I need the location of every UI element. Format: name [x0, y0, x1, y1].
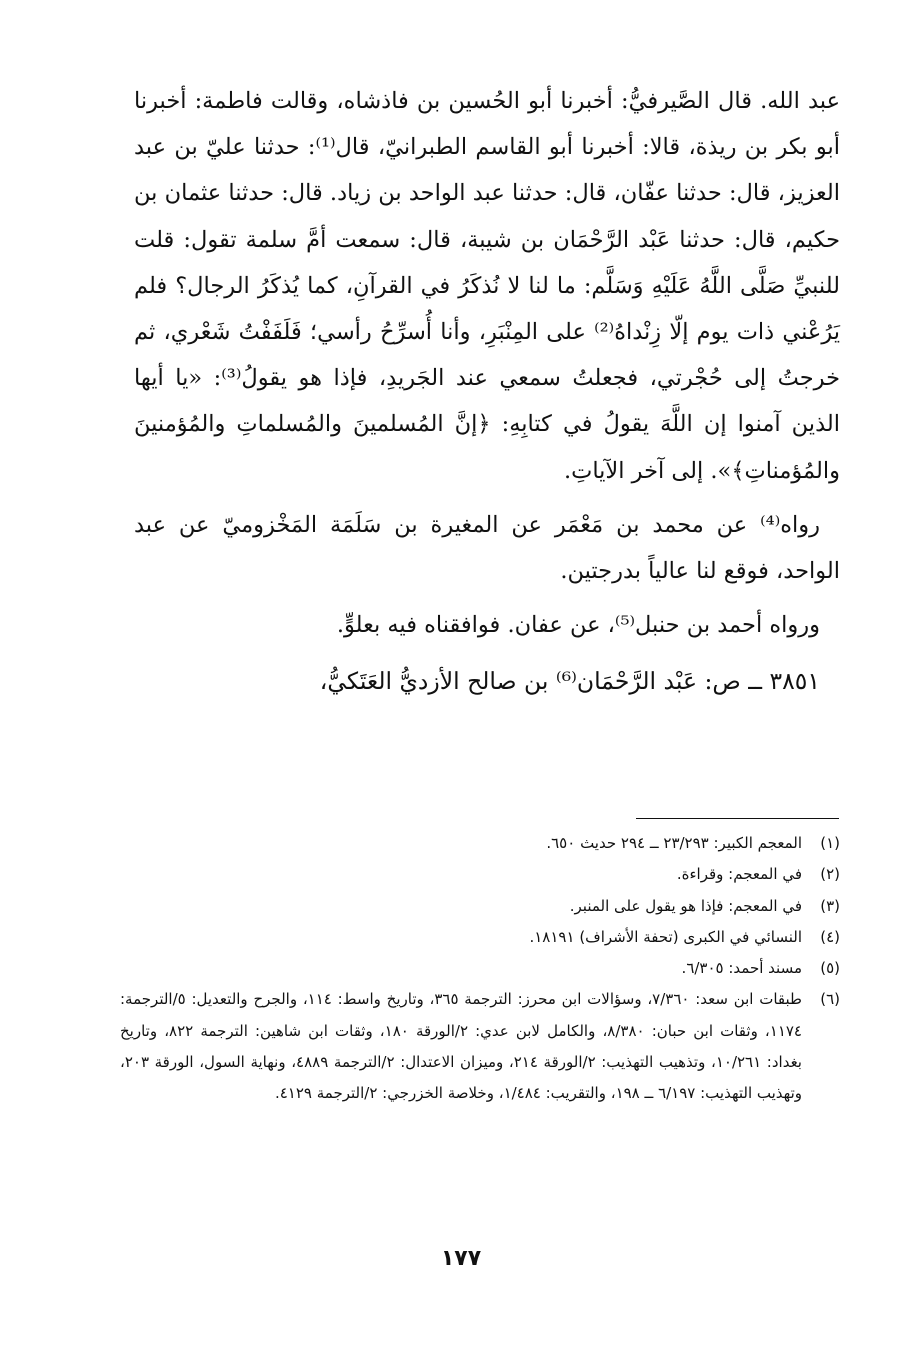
- footnote-item: [120, 891, 840, 922]
- footnote-text: طبقات ابن سعد: ٧/٣٦٠، وسؤالات ابن محرز: الترجمة ٣٦٥، وتاريخ واسط: ١١٤، والجرح والتعديل: ٥/الترجمة: ١١٧٤، وثقات ابن حبان: ٨/٣٨٠، والكامل لابن عدي: ٢/الورقة ١٨٠، وثقات ابن شاهين: الترجمة ٨٢٢، وتاريخ بغداد: ١٠/٢٦١، وتذهيب التهذيب: ٢/الورقة ٢١٤، وميزان الاعتدال: ٢/الترجمة ٤٨٨٩، ونهاية السول، الورقة ٢٠٣، وتهذيب التهذيب: ٦/١٩٧ ــ ١٩٨، والتقريب: ١/٤٨٤، وخلاصة الخزرجي: ٢/الترجمة ٤١٢٩.: [120, 990, 802, 1103]
- footnote-text: في المعجم: فإذا هو يقول على المنبر.: [569, 896, 802, 915]
- footnote-item: [120, 828, 840, 859]
- paragraph-hadith: عبد الله. قال الصَّيرفيُّ: أخبرنا أبو الحُسين بن فاذشاه، وقالت فاطمة: أخبرنا أبو بكر بن ريذة، قالا: أخبرنا أبو القاسم الطبرانيّ، قال⁽¹⁾: حدثنا عليّ بن عبد العزيز، قال: حدثنا عفّان، قال: حدثنا عبد الواحد بن زياد. قال: حدثنا عثمان بن حكيم، قال: حدثنا عَبْد الرَّحْمَان بن شيبة، قال: سمعت أمَّ سلمة تقول: قلت للنبيِّ صَلَّى اللَّهُ عَلَيْهِ وَسَلَّم: ما لنا لا نُذكَرُ في القرآنِ، كما يُذكَرُ الرجال؟ فلم يَرُعْني ذات يوم إلّا زِنْداهُ⁽²⁾ على المِنْبَرِ، وأنا أُسرِّحُ رأسي؛ فَلَفَفْتُ شَعْري، ثم خرجتُ إلى حُجْرتي، فجعلتُ سمعي عند الجَريدِ، فإذا هو يقولُ⁽³⁾: «يا أيها الذين آمنوا إن اللَّهَ يقولُ في كتابِهِ: ﴿إنَّ المُسلمينَ والمُسلماتِ والمُؤمنينَ والمُؤمناتِ﴾». إلى آخر الآياتِ.: [134, 88, 841, 484]
- footnote-text: النسائي في الكبرى (تحفة الأشراف) ١٨١٩١.: [529, 927, 802, 946]
- footnote-item: [120, 859, 840, 890]
- footnote-text: في المعجم: وقراءة.: [676, 865, 802, 884]
- footnote-number: (٣): [820, 896, 840, 915]
- footnote-separator: [636, 818, 839, 819]
- footnote-number: (٢): [820, 865, 840, 884]
- footnote-number: (٦): [820, 990, 840, 1009]
- footnote-number: (١): [820, 834, 840, 852]
- footnote-number: (٤): [820, 927, 840, 946]
- page-number: ١٧٧: [440, 1246, 482, 1271]
- footnote-item: [120, 984, 840, 1109]
- paragraph-entry-3851: ٣٨٥١ ــ ص: عَبْد الرَّحْمَان⁽⁶⁾ بن صالح الأزديُّ العَتَكيُّ،: [319, 667, 820, 696]
- footnote-text: المعجم الكبير: ٢٣/٢٩٣ ــ ٢٩٤ حديث ٦٥٠.: [546, 834, 802, 852]
- main-text: [134, 78, 840, 705]
- footnote-item: [120, 922, 840, 953]
- footnote-number: (٥): [820, 959, 840, 978]
- paragraph-riwaya: رواه⁽⁴⁾ عن محمد بن مَعْمَر عن المغيرة بن سَلَمَة المَخْزوميّ عن عبد الواحد، فوقع لنا عالياً بدرجتين.: [134, 511, 840, 585]
- footnotes: [120, 828, 840, 1110]
- paragraph-ahmad: ورواه أحمد بن حنبل⁽⁵⁾، عن عفان. فوافقناه فيه بعلوٍّ.: [336, 612, 820, 639]
- footnote-item: [120, 953, 840, 984]
- footnote-text: مسند أحمد: ٦/٣٠٥.: [681, 959, 802, 978]
